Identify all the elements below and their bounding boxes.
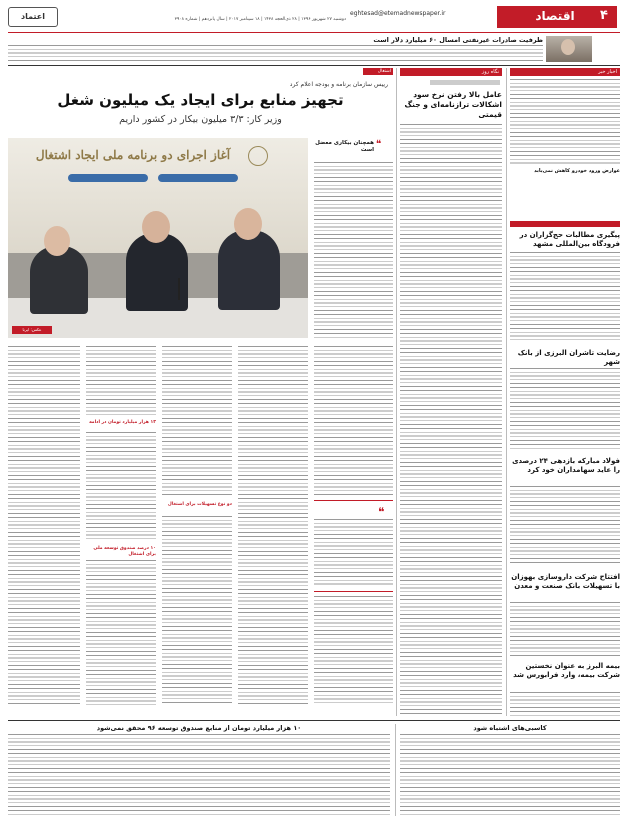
top-story (8, 36, 620, 62)
brief-text-3 (510, 368, 620, 450)
article-col-4b (86, 432, 156, 542)
section-tag: اشتغال (363, 68, 393, 75)
person-left (30, 246, 88, 314)
bottom-strip (8, 724, 620, 816)
article-col-1 (314, 346, 393, 496)
sidebar-box (314, 138, 393, 338)
banner-pill-2 (68, 174, 148, 182)
brief-headline-6: بیمه البرز به عنوان نخستین شرکت بیمه، وارد فرابورس شد (513, 662, 620, 679)
sidebar-box-icon: ❝ (376, 139, 382, 150)
main-article (8, 68, 393, 716)
section-label: اقتصاد (535, 9, 575, 23)
newspaper-logo: اعتماد (8, 7, 58, 27)
date-line: دوشنبه ۲۷ شهریور ۱۳۹۶ | ۲۸ ذی‌الحجه ۱۴۳۸ | ۱۸ سپتامبر ۲۰۱۷ | سال پانزدهم | شماره ۳۹۰۸ (174, 17, 346, 22)
brief-headline-1: عوارض ورود خودرو کاهش نمی‌یابد (534, 168, 620, 174)
brief-tag-dot (510, 221, 620, 227)
microphone-icon (178, 278, 180, 300)
banner-pill-1 (158, 174, 238, 182)
article-subhead-2: دو نوع تسهیلات برای اشتغال (167, 502, 232, 507)
commentary-tag: نگاه روز (400, 68, 502, 76)
sidebar-box-body (314, 162, 393, 338)
left-column-tag: اخبار خبر (510, 68, 620, 76)
brief-text-6 (510, 692, 620, 716)
column-rule-1 (506, 68, 507, 716)
article-col-4a (86, 346, 156, 416)
article-col-2 (238, 346, 308, 706)
brief-text-5 (510, 602, 620, 656)
article-headline: تجهیز منابع برای ایجاد یک میلیون شغل (57, 91, 344, 109)
person-right (218, 230, 280, 310)
sidebar-box-title: همچنان بیکاری معضل است (315, 140, 374, 153)
commentary-body (400, 124, 502, 716)
portrait-photo (546, 36, 592, 62)
person-center-head (142, 211, 170, 243)
article-subhead-0: ۱۳ هزار میلیارد تومان در ادامه (89, 420, 156, 425)
emblem-icon (248, 146, 268, 166)
website-link[interactable]: eghtesad@etemadnewspaper.ir (350, 10, 446, 17)
article-col-5 (8, 346, 80, 706)
commentary-column (400, 68, 502, 716)
article-col-3b (162, 516, 232, 706)
brief-headline-2: پیگیری مطالبات حج‌گزاران در فرودگاه بین‌المللی مشهد (519, 231, 620, 248)
article-quote (314, 500, 393, 592)
article-col-1b (314, 596, 393, 706)
top-story-divider (8, 65, 620, 66)
article-col-3 (162, 346, 232, 498)
bottom-body-right (400, 734, 620, 816)
article-kicker: رییس سازمان برنامه و بودجه اعلام کرد (289, 81, 388, 88)
brief-headline-5: افتتاح شرکت داروسازی بهوزان با تسهیلات بانک صنعت و معدن (511, 573, 620, 590)
top-story-body (8, 45, 543, 61)
portrait-head (561, 39, 575, 55)
commentary-headline: عامل بالا رفتن نرخ سود اشکالات ترازنامه‌ای و جنگ قیمتی (404, 90, 502, 119)
bottom-headline-left: ۱۰ هزار میلیارد تومان از منابع صندوق توسعه ۹۶ محقق نمی‌شود (96, 724, 302, 732)
brief-text-1 (510, 79, 620, 165)
page-number: ۴ (600, 8, 608, 23)
photo-caption: عکس: ایرنا (12, 326, 52, 334)
person-left-head (44, 226, 70, 256)
quote-text (314, 519, 393, 585)
brief-text-2 (510, 252, 620, 342)
top-story-headline: ظرفیت صادرات غیرنفتی امسال ۶۰ میلیارد دلار است (373, 36, 543, 44)
brief-headline-4: فولاد مبارکه بازدهی ۲۴ درصدی را عاید سهامداران خود کرد (512, 457, 620, 474)
brief-text-4 (510, 486, 620, 566)
person-right-head (234, 208, 262, 240)
left-column (510, 68, 620, 716)
bottom-headline-right: کاسبی‌های اشتباه شود (473, 724, 547, 732)
quote-icon: ❝ (378, 505, 385, 519)
column-rule-2 (396, 68, 397, 716)
article-subhead: وزیر کار: ۳/۳ میلیون بیکار در کشور داریم (119, 114, 282, 125)
bottom-body-left (8, 734, 390, 816)
article-col-4c (86, 560, 156, 706)
page-header (0, 0, 630, 34)
commentary-author-line (430, 80, 500, 85)
brief-headline-3: رضایت تاشران البرزی از بانک شهر (517, 349, 620, 366)
article-photo (8, 138, 308, 338)
bottom-column-rule (395, 724, 396, 816)
bottom-divider (8, 720, 620, 721)
header-divider (8, 32, 620, 33)
photo-banner-text: آغاز اجرای دو برنامه ملی ایجاد اشتغال (35, 148, 231, 162)
article-subhead-1: ۱۰ درصد صندوق توسعه ملی برای اشتغال (93, 546, 156, 557)
